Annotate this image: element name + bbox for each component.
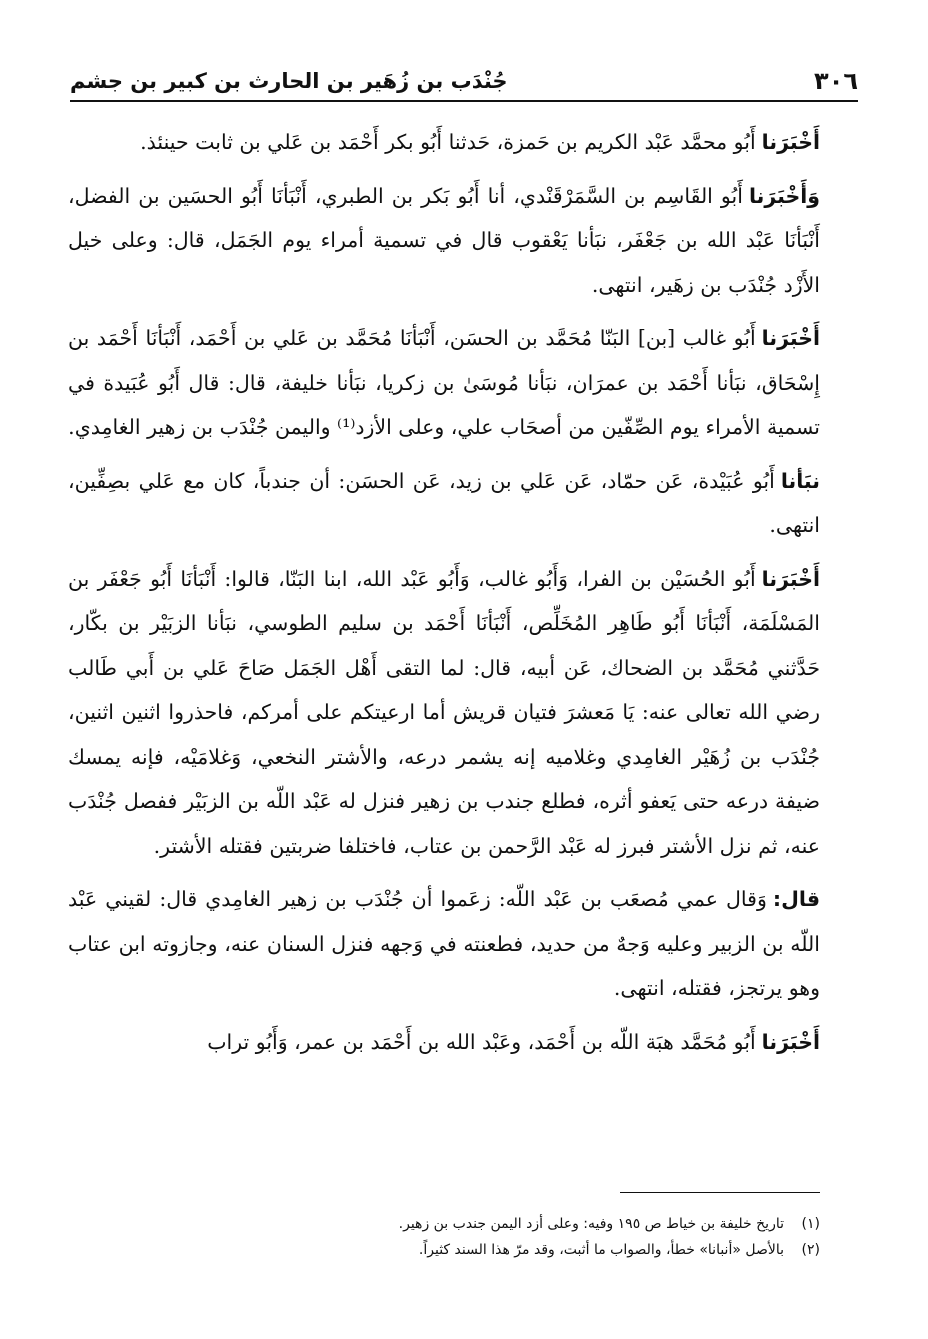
paragraph <box>68 877 820 1011</box>
footnote-text: بالأصل «أنبانا» خطأ، والصواب ما أثبت، وقد مرّ هذا السند كثيراً. <box>418 1242 784 1258</box>
footnote-number: (١) <box>801 1216 820 1232</box>
paragraph-lead: أَخْبَرَنا <box>761 130 820 154</box>
paragraph-text: وَقال عمي مُصعَب بن عَبْد اللّه: زعَموا أن جُنْدَب بن زهير الغامِدي قال: لقيني عَبْد اللّه بن الزبير وعليه وَجهٌ من حديد، فطعنته في وَجهه فنزل السنان عنه، وجازوته ابن عتاب وهو يرتجز، فقتله، انتهى. <box>68 887 820 1000</box>
footnote <box>110 1237 820 1263</box>
paragraph-text: أَبُو الحُسَيْن بن الفرا، وَأَبُو غالب، وَأَبُو عَبْد الله، ابنا البَنّا، قالوا: أَنْبَأنَا أَبُو جَعْفَر بن المَسْلَمَة، أَنْبَأنَا أَبُو طَاهِر المُخَلِّص، أَنْبَأنَا أَحْمَد بن سليم الطوسي، نبَأنا الزبَيْر بن بكّار، حَدَّثني مُحَمَّد بن الضحاك، عَن أبيه، قال: لما التقى أَهْل الجَمَل صَاحَ عَلي بن أَبي طَالب رضي الله تعالى عنه: يَا مَعشرَ فتيان قريش أما ارعيتكم على أمركم، فاحذروا اثنين اثنين، جُنْدَب بن زُهَيْر الغامِدي وغلاميه إنه يشمر درعه، والأشتر النخعي، وَغلامَيْه، فإنه يمسك ضيفة درعه حتى يَعفو أثره، فطلع جندب بن زهير فنزل له عَبْد اللّه بن الزبَيْر ففصل جُنْدَب عنه، ثم نزل الأشتر فبرز له عَبْد الرَّحمن بن عتاب، فاختلفا ضربتين فقتله الأشتر. <box>68 566 820 858</box>
paragraph-lead: أَخْبَرَنا <box>761 326 820 350</box>
paragraph-text: أَبُو محمَّد عَبْد الكريم بن حَمزة، حَدثنا أَبُو بكر أَحْمَد بن عَلي بن ثابت حينئذ. <box>140 130 756 154</box>
paragraph <box>68 557 820 869</box>
footnote-divider <box>620 1192 820 1193</box>
page-number: ٣٠٦ <box>814 67 858 95</box>
paragraph-text: أَبُو مُحَمَّد هبَة اللّه بن أَحْمَد، وعَبْد الله بن أَحْمَد بن عمر، وَأَبُو تراب <box>207 1029 756 1054</box>
main-text <box>68 120 820 1064</box>
paragraph-text: أَبُو القَاسِم بن السَّمَرْقَنْدي، أنا أَبُو بَكر بن الطبري، أَنْبَأنَا أَبُو الحسَين بن الفضل، أَنْبَأنَا عَبْد الله بن جَعْفَر، نبَأنا يَعْقوب قال في تسمية أمراء يوم الجَمَل، قال: وعلى خيل الأَزْد جُنْدَب بن زهَير، انتهى. <box>68 183 820 297</box>
running-title: جُنْدَب بن زُهَير بن الحارث بن كبير بن جشم <box>70 69 508 93</box>
paragraph-lead: قال: <box>772 887 820 911</box>
running-header <box>70 62 858 102</box>
paragraph-lead: أَخْبَرَنا <box>761 1029 820 1054</box>
footnotes <box>110 1192 820 1263</box>
paragraph-text: أَبُو غالب [بن] البَنّا مُحَمَّد بن الحسَن، أَنْبَأنَا مُحَمَّد بن عَلي بن أَحْمَد، أَنْبَأنَا أَحْمَد بن إِسْحَاق، نبَأنا أَحْمَد بن عمرَان، نبَأنا مُوسَىٰ بن زكريا، نبَأنا خليفة، قال: قال أَبُو عُبَيدة في تسمية الأمراء يوم الصِّفّين من أصحَاب علي، وعلى الأزد⁽¹⁾ واليمن جُنْدَب بن زهير الغامِدي. <box>68 326 820 439</box>
footnote-text: تاريخ خليفة بن خياط ص ١٩٥ وفيه: وعلى أزد اليمن جندب بن زهير. <box>398 1216 784 1232</box>
paragraph <box>68 174 820 308</box>
paragraph-lead: أَخْبَرَنا <box>761 566 820 591</box>
footnote-number: (٢) <box>801 1242 820 1258</box>
paragraph <box>68 316 820 450</box>
paragraph-lead: نبَأنا <box>780 468 820 493</box>
paragraph-text: أَبُو عُبَيْدة، عَن حمّاد، عَن عَلي بن زيد، عَن الحسَن: أن جندباً، كان مع عَلي بصِفِّين، انتهى. <box>68 468 820 537</box>
paragraph <box>68 1020 820 1065</box>
paragraph <box>68 120 820 165</box>
paragraph-lead: وَأَخْبَرَنا <box>748 183 820 208</box>
footnote <box>110 1211 820 1237</box>
paragraph <box>68 459 820 548</box>
